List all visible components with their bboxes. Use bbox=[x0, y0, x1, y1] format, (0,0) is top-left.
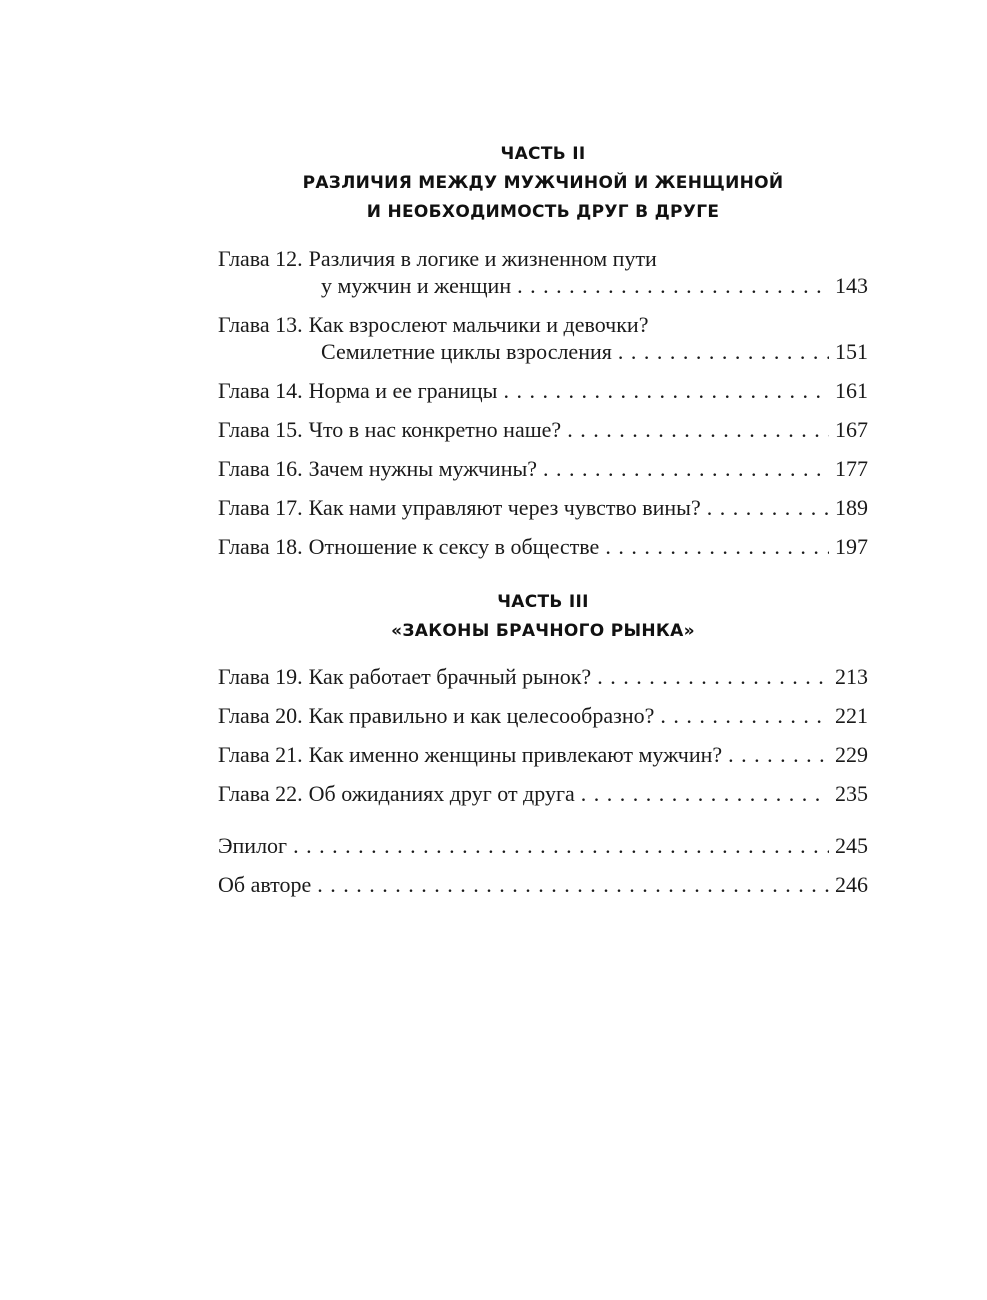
part-2-label: ЧАСТЬ II bbox=[500, 144, 586, 164]
toc-entry-about-author[interactable] bbox=[218, 871, 868, 898]
page-number: 235 bbox=[835, 781, 868, 806]
toc-entry-chapter-16[interactable] bbox=[218, 455, 868, 482]
page-number: 221 bbox=[835, 703, 868, 728]
chapter-title: Как именно женщины привлекают мужчин? bbox=[308, 742, 723, 767]
dot-leader bbox=[581, 780, 829, 807]
toc-entry-chapter-20[interactable] bbox=[218, 702, 868, 729]
toc-entry-chapter-21[interactable] bbox=[218, 741, 868, 768]
chapter-label: Глава 12. bbox=[218, 246, 303, 271]
toc-entry-chapter-14[interactable] bbox=[218, 377, 868, 404]
chapter-title: Как нами управляют через чувство вины? bbox=[308, 495, 701, 520]
dot-leader bbox=[605, 533, 829, 560]
dot-leader bbox=[517, 272, 829, 299]
chapter-title: Различия в логике и жизненном пути bbox=[308, 246, 657, 271]
toc-entry-chapter-17[interactable] bbox=[218, 494, 868, 521]
chapter-label: Глава 16. bbox=[218, 456, 303, 481]
page-number: 167 bbox=[835, 417, 868, 442]
chapter-title: Зачем нужны мужчины? bbox=[308, 456, 538, 481]
dot-leader bbox=[660, 702, 829, 729]
chapter-label: Глава 17. bbox=[218, 495, 303, 520]
section-spacer bbox=[218, 819, 868, 832]
page-number: 143 bbox=[835, 273, 868, 298]
chapter-label: Глава 19. bbox=[218, 664, 303, 689]
toc-entry-chapter-15[interactable] bbox=[218, 416, 868, 443]
chapter-label: Глава 18. bbox=[218, 534, 303, 559]
dot-leader bbox=[618, 338, 829, 365]
page-number: 189 bbox=[835, 495, 868, 520]
chapter-title-continuation: Семилетние циклы взросления bbox=[321, 339, 612, 364]
page-number: 245 bbox=[835, 833, 868, 858]
page-number: 151 bbox=[835, 339, 868, 364]
chapter-label: Глава 22. bbox=[218, 781, 303, 806]
dot-leader bbox=[728, 741, 829, 768]
page-number: 229 bbox=[835, 742, 868, 767]
part-2-title-line-2: И НЕОБХОДИМОСТЬ ДРУГ В ДРУГЕ bbox=[366, 202, 720, 222]
chapter-title: Как правильно и как целесообразно? bbox=[308, 703, 655, 728]
toc-entry-chapter-12[interactable] bbox=[218, 245, 868, 299]
toc-entry-chapter-22[interactable] bbox=[218, 780, 868, 807]
dot-leader bbox=[293, 832, 829, 859]
chapter-title: Отношение к сексу в обществе bbox=[308, 534, 600, 559]
page-number: 197 bbox=[835, 534, 868, 559]
about-author-title: Об авторе bbox=[218, 872, 312, 897]
toc-entry-chapter-19[interactable] bbox=[218, 663, 868, 690]
chapter-label: Глава 15. bbox=[218, 417, 303, 442]
page-number: 246 bbox=[835, 872, 868, 897]
part-2-title-line-1: РАЗЛИЧИЯ МЕЖДУ МУЖЧИНОЙ И ЖЕНЩИНОЙ bbox=[302, 173, 784, 193]
part-3-header bbox=[218, 588, 868, 646]
chapter-label: Глава 13. bbox=[218, 312, 303, 337]
part-2-header bbox=[218, 140, 868, 227]
epilogue-title: Эпилог bbox=[218, 833, 288, 858]
toc-entry-epilogue[interactable] bbox=[218, 832, 868, 859]
dot-leader bbox=[597, 663, 829, 690]
dot-leader bbox=[543, 455, 829, 482]
toc-entry-chapter-13[interactable] bbox=[218, 311, 868, 365]
chapter-title: Как взрослеют мальчики и девочки? bbox=[308, 312, 649, 337]
part-2-entries bbox=[218, 245, 868, 560]
page-number: 213 bbox=[835, 664, 868, 689]
toc-entry-chapter-18[interactable] bbox=[218, 533, 868, 560]
chapter-title-continuation: у мужчин и женщин bbox=[321, 273, 512, 298]
chapter-label: Глава 21. bbox=[218, 742, 303, 767]
page-number: 177 bbox=[835, 456, 868, 481]
chapter-label: Глава 20. bbox=[218, 703, 303, 728]
chapter-title: Об ожиданиях друг от друга bbox=[308, 781, 575, 806]
dot-leader bbox=[317, 871, 829, 898]
page-number: 161 bbox=[835, 378, 868, 403]
chapter-label: Глава 14. bbox=[218, 378, 303, 403]
part-3-entries bbox=[218, 663, 868, 898]
chapter-title: Норма и ее границы bbox=[308, 378, 498, 403]
part-3-title-line-1: «ЗАКОНЫ БРАЧНОГО РЫНКА» bbox=[391, 621, 695, 641]
dot-leader bbox=[707, 494, 829, 521]
part-3-label: ЧАСТЬ III bbox=[497, 592, 589, 612]
chapter-title: Что в нас конкретно наше? bbox=[308, 417, 562, 442]
table-of-contents bbox=[218, 140, 868, 910]
chapter-title: Как работает брачный рынок? bbox=[308, 664, 592, 689]
dot-leader bbox=[567, 416, 829, 443]
dot-leader bbox=[503, 377, 829, 404]
